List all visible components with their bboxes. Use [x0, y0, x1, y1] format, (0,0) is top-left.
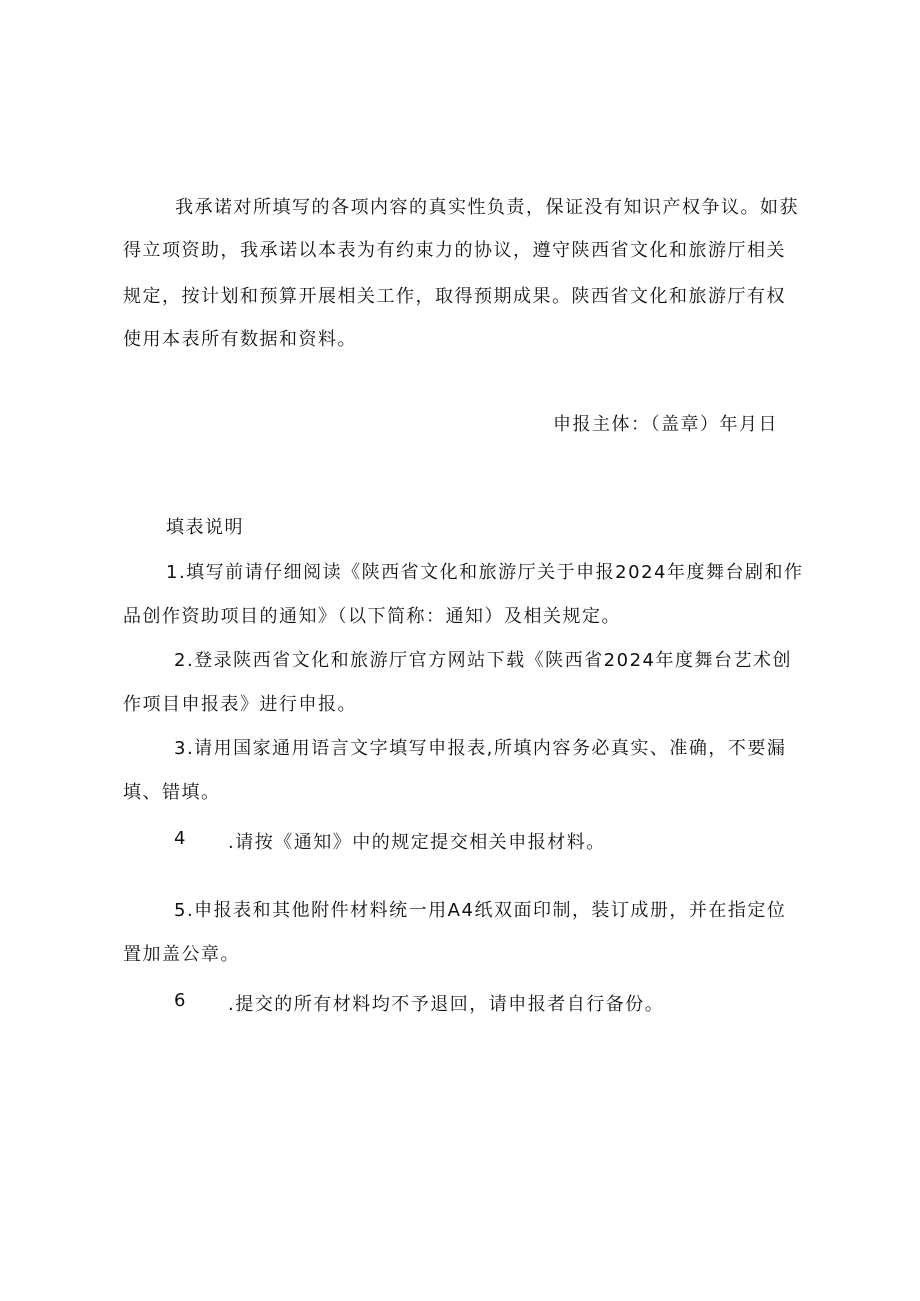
instruction-line: .提交的所有材料均不予退回，请申报者自行备份。 [228, 994, 665, 1015]
signature-line: 申报主体：（盖章）年月日 [553, 414, 778, 435]
instruction-number: 6 [174, 990, 187, 1011]
instruction-number: 4 [174, 828, 187, 849]
commitment-line: 我承诺对所填写的各项内容的真实性负责，保证没有知识产权争议。如获 [175, 197, 799, 218]
instruction-line: .请按《通知》中的规定提交相关申报材料。 [228, 832, 606, 853]
instruction-line: 5.申报表和其他附件材料统一用A4纸双面印制，装订成册，并在指定位 [174, 900, 787, 921]
instruction-line: 填、错填。 [123, 782, 221, 803]
commitment-line: 使用本表所有数据和资料。 [123, 329, 357, 350]
instruction-line: 品创作资助项目的通知》（以下简称：通知）及相关规定。 [123, 606, 621, 627]
instruction-line: 1.填写前请仔细阅读《陕西省文化和旅游厅关于申报2024年度舞台剧和作 [166, 562, 804, 583]
instruction-line: 2.登录陕西省文化和旅游厅官方网站下载《陕西省2024年度舞台艺术创 [174, 650, 792, 671]
instruction-line: 3.请用国家通用语言文字填写申报表,所填内容务必真实、准确，不要漏 [174, 738, 787, 759]
instructions-heading: 填表说明 [166, 517, 244, 538]
commitment-line: 得立项资助，我承诺以本表为有约束力的协议，遵守陕西省文化和旅游厅相关 [123, 240, 786, 261]
instruction-line: 作项目申报表》进行申报。 [123, 694, 357, 715]
instruction-line: 置加盖公章。 [123, 944, 240, 965]
commitment-line: 规定，按计划和预算开展相关工作，取得预期成果。陕西省文化和旅游厅有权 [123, 286, 786, 307]
